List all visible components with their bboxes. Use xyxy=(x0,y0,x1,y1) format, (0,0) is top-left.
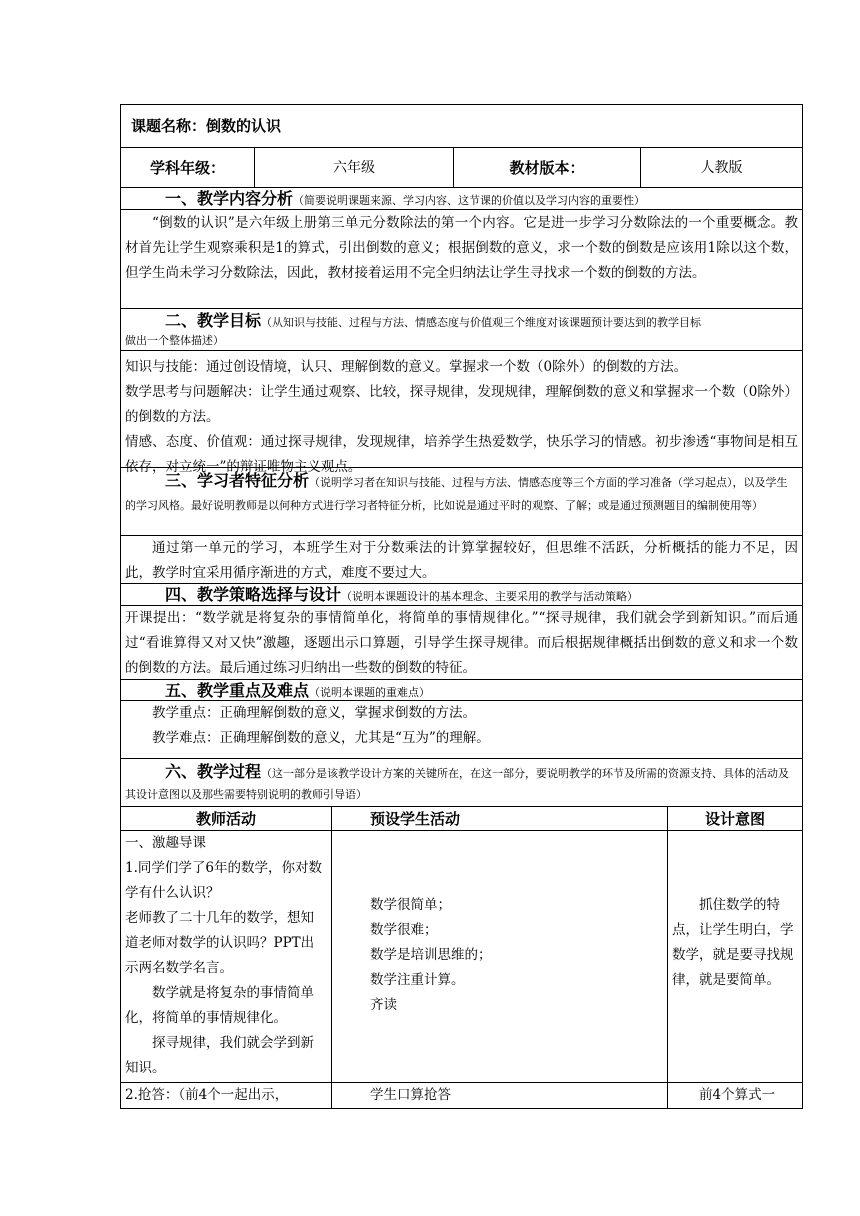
section-3-title: 三、学习者特征分析 xyxy=(165,471,310,490)
section-1-title: 一、教学内容分析 xyxy=(165,189,294,208)
section-5-title: 五、教学重点及难点 xyxy=(165,681,310,700)
teacher-line: 探寻规律，我们就会学到新知识。 xyxy=(125,1035,314,1076)
title-row xyxy=(120,104,803,147)
design-intent xyxy=(668,1083,802,1108)
textbook-label: 教材版本： xyxy=(454,148,641,187)
section-1-note: （简要说明课题来源、学习内容、这节课的价值以及学习内容的重要性） xyxy=(293,194,646,207)
col-teacher-header: 教师活动 xyxy=(121,807,332,830)
subject-label: 学科年级： xyxy=(121,148,255,187)
section-4-header xyxy=(120,583,803,605)
section-4-body xyxy=(120,605,803,679)
subject-value: 六年级 xyxy=(255,148,454,187)
teacher-line: 1.同学们学了6年的数学，你对数学有什么认识？ xyxy=(125,860,322,901)
col-student-header: 预设学生活动 xyxy=(332,807,668,830)
section-6-header xyxy=(120,758,803,806)
teacher-activity xyxy=(121,831,332,1082)
teacher-line: 数学就是将复杂的事情简单化，将简单的事情规律化。 xyxy=(125,985,314,1026)
lesson-plan-table xyxy=(120,104,803,1109)
teacher-line: 老师教了二十几年的数学，想知道老师对数学的认识吗？PPT出示两名数学名言。 xyxy=(125,910,315,976)
student-line: 数学注重计算。 xyxy=(370,972,465,988)
section-2-header xyxy=(120,308,803,350)
design-intent xyxy=(668,831,802,1082)
goal-knowledge: 知识与技能：通过创设情境，认只、理解倒数的意义。掌握求一个数（0除外）的倒数的方法。 xyxy=(125,359,688,375)
section-6-title: 六、教学过程 xyxy=(165,762,262,781)
student-line: 学生口算抢答 xyxy=(370,1087,451,1103)
difficult-point: 教学难点：正确理解倒数的意义，尤其是“互为”的理解。 xyxy=(152,730,490,746)
section-1-body xyxy=(120,209,803,308)
goal-attitude: 情感、态度、价值观：通过探寻规律，发现规律，培养学生热爱数学，快乐学习的情感。初步渗透“事物间是相互依存，对立统一”的辩证唯物主义观点。 xyxy=(125,434,798,475)
section-3-body xyxy=(120,535,803,583)
intent-text: 抓住数学的特点，让学生明白，学数学，就是要寻找规律，就是要简单。 xyxy=(672,897,794,988)
lesson-title: 课题名称：倒数的认识 xyxy=(131,117,282,135)
section-3-text: 通过第一单元的学习，本班学生对于分数乘法的计算掌握较好，但思维不活跃，分析概括的能力不足，因此，教学时宜采用循序渐进的方式，难度不要过大。 xyxy=(125,540,798,581)
teacher-line: 2.抢答：（前4个一起出示， xyxy=(125,1087,289,1103)
student-line: 数学很简单； xyxy=(370,897,451,913)
info-row xyxy=(120,147,803,187)
section-4-note: （说明本课题设计的基本理念、主要采用的教学与活动策略） xyxy=(341,590,639,603)
section-1-text: “倒数的认识”是六年级上册第三单元分数除法的第一个内容。它是进一步学习分数除法的一个重要概念。教材首先让学生观察乘积是1的算式，引出倒数的意义；根据倒数的意义，求一个数的倒数是应该用1除以这个数，但学生尚未学习分数除法，因此，教材接着运用不完全归纳法让学生寻找求一个数的倒数的方法。 xyxy=(125,215,798,281)
process-row xyxy=(120,830,803,1082)
teacher-line: 一、激趣导课 xyxy=(125,835,206,851)
teacher-activity xyxy=(121,1083,332,1108)
textbook-value: 人教版 xyxy=(700,160,743,176)
goal-thinking: 数学思考与问题解决：让学生通过观察、比较，探寻规律，发现规律，理解倒数的意义和掌握求一个数（0除外）的倒数的方法。 xyxy=(125,384,798,425)
section-4-text: 开课提出：“数学就是将复杂的事情简单化，将简单的事情规律化。”“探寻规律，我们就会学到新知识。”而后通过“看谁算得又对又快”激趣，逐题出示口算题，引导学生探寻规律。而后根据规律概括出倒数的意义和求一个数的倒数的方法。最后通过练习归纳出一些数的倒数的特征。 xyxy=(125,610,798,676)
student-line: 数学很难； xyxy=(370,922,438,938)
section-6-note: （这一部分是该教学设计方案的关键所在，在这一部分，要说明教学的环节及所需的资源支持、具体的活动及其设计意图以及那些需要特别说明的教师引导语） xyxy=(125,767,790,801)
section-5-header xyxy=(120,679,803,700)
section-1-header xyxy=(120,187,803,209)
section-5-body xyxy=(120,700,803,758)
process-header-row xyxy=(120,806,803,830)
section-5-note: （说明本课题的重难点） xyxy=(309,686,431,699)
section-2-body xyxy=(120,350,803,475)
student-line: 齐读 xyxy=(370,997,397,1013)
student-activity xyxy=(332,831,668,1082)
section-3-header xyxy=(120,467,803,535)
key-point: 教学重点：正确理解倒数的意义，掌握求倒数的方法。 xyxy=(152,705,476,721)
process-row xyxy=(120,1082,803,1109)
section-2-note-2: 做出一个整体描述） xyxy=(125,334,224,347)
section-2-title: 二、教学目标 xyxy=(165,311,262,330)
section-3-note: （说明学习者在知识与技能、过程与方法、情感态度等三个方面的学习准备（学习起点），以及学生的学习风格。最好说明教师是以何种方式进行学习者特征分析，比如说是通过平时的观察、了解；或是通过预测题目的编制使用等） xyxy=(125,476,788,512)
section-2-note-1: （从知识与技能、过程与方法、情感态度与价值观三个维度对该课题预计要达到的教学目标 xyxy=(261,316,702,329)
student-activity xyxy=(332,1083,668,1108)
col-intent-header: 设计意图 xyxy=(704,810,765,828)
intent-text: 前4个算式一 xyxy=(672,1087,776,1103)
student-line: 数学是培训思维的； xyxy=(370,947,492,963)
section-4-title: 四、教学策略选择与设计 xyxy=(165,585,342,604)
